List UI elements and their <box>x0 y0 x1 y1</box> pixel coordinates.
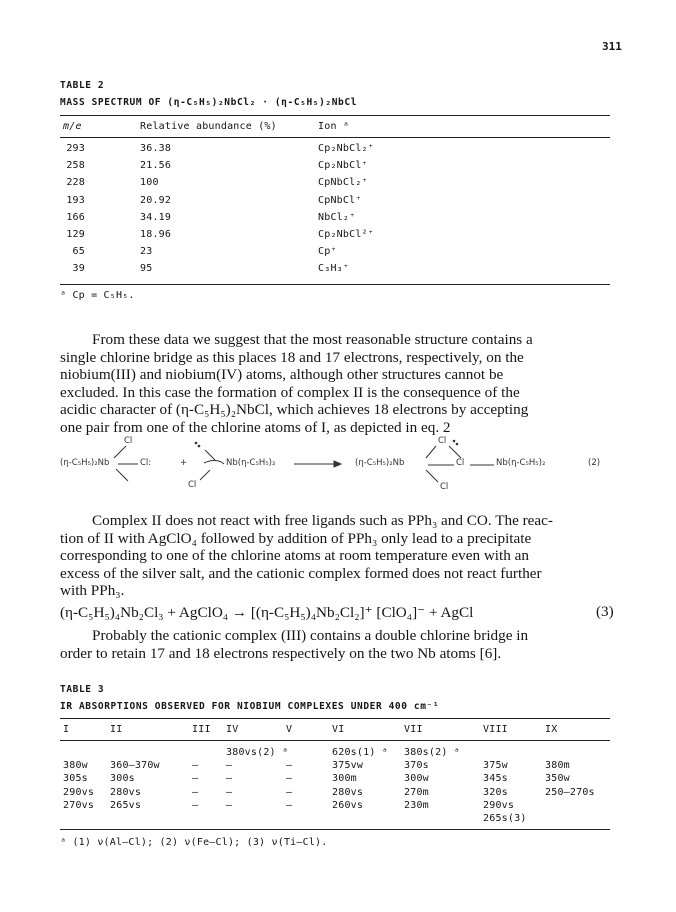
table3-cell: 360—370w <box>110 760 160 772</box>
paragraph-2-line: tion of II with AgClO₄ followed by addition of PPh₃ only lead to a precipitate <box>60 529 532 547</box>
table3-cell: 265vs <box>110 799 142 811</box>
table2-header-rule <box>60 137 610 138</box>
eq2-cl-bottom2: Cl <box>188 480 197 490</box>
table3-cell: 290vs <box>483 799 515 811</box>
table2-header-ion: Ion ᵃ <box>318 121 350 132</box>
table3-header-rule <box>60 740 610 741</box>
table3-cell: 300s <box>110 773 135 785</box>
table3-bottom-rule <box>60 829 610 830</box>
paragraph-1 <box>60 331 533 437</box>
table2-cell-ion: NbCl₂⁺ <box>318 211 356 223</box>
paragraph-3 <box>60 627 528 662</box>
table2-cell-me: 65 <box>72 246 85 258</box>
eq2-plus: + <box>180 458 188 468</box>
table3-cell: 270vs <box>63 799 95 811</box>
table3-cell: — <box>192 786 199 798</box>
table3-cell: 320s <box>483 786 508 798</box>
table3-top-rule <box>60 718 610 719</box>
table3-cell: 620s(1) ᵃ <box>332 747 388 758</box>
eq2-cl-top1: Cl <box>124 436 133 446</box>
paragraph-2-line: excess of the silver salt, and the cationic complex formed does not react further <box>60 564 542 582</box>
table2-top-rule <box>60 115 610 116</box>
eq2-cl-bottom3: Cl <box>440 482 449 492</box>
table3-header-col: II <box>110 724 123 735</box>
table3-cell: — <box>226 786 233 798</box>
table3-header-col: III <box>192 724 211 735</box>
table3-header-col: VII <box>404 724 423 735</box>
paragraph-2-line: corresponding to one of the chlorine atoms at room temperature even with an <box>60 547 529 565</box>
table3-cell: 380s(2) ᵃ <box>404 747 460 758</box>
table2-cell-ab: 23 <box>140 246 153 258</box>
table3-cell: 380vs(2) ᵃ <box>226 747 289 758</box>
table3-footnote: ᵃ (1) ν(Al—Cl); (2) ν(Fe—Cl); (3) ν(Ti—Cl). <box>60 837 328 848</box>
eq2-cl-right1: Cl: <box>140 458 152 468</box>
table3-cell: 250—270s <box>545 786 595 798</box>
table3-cell: — <box>286 760 293 772</box>
table3-cell: 280vs <box>332 786 364 798</box>
table2-cell-ion: Cp₂NbCl²⁺ <box>318 229 374 240</box>
table2-cell-me: 166 <box>66 211 85 223</box>
table3-header-col: V <box>286 724 293 735</box>
equation-3: (η-C₅H₅)₄Nb₂Cl₃ + AgClO₄ → [(η-C₅H₅)₄Nb₂Cl₂]⁺ [ClO₄]⁻ + AgCl <box>60 604 474 621</box>
table2-cell-ab: 95 <box>140 263 153 275</box>
table3-cell: 370s <box>404 760 429 772</box>
paragraph-3-line: order to retain 17 and 18 electrons respectively on the two Nb atoms [6]. <box>60 644 502 662</box>
table2-cell-me: 193 <box>66 194 85 206</box>
table3-cell: 345s <box>483 773 508 785</box>
paragraph-1-line: single chlorine bridge as this places 18 and 17 electrons, respectively, on the <box>60 348 524 366</box>
table3-cell: 375vw <box>332 760 364 772</box>
equation-3-number: (3) <box>596 603 614 620</box>
table2-cell-ab: 34.19 <box>140 211 172 223</box>
table3-cell: — <box>286 799 293 811</box>
table3-cell: — <box>286 773 293 785</box>
table2-cell-me: 258 <box>66 160 85 172</box>
table2-cell-ab: 100 <box>140 177 159 189</box>
paragraph-2-line: Complex II does not react with free ligands such as PPh₃ and CO. The reac- <box>92 512 553 529</box>
table2-header-abundance: Relative abundance (%) <box>140 121 277 132</box>
table3-cell: 300w <box>404 773 429 785</box>
table2-cell-ion: CpNbCl₂⁺ <box>318 177 368 189</box>
paragraph-2-line: with PPh₃. <box>60 582 125 600</box>
table3-header-col: IV <box>226 724 239 735</box>
equation-2 <box>60 436 620 498</box>
table2-title: MASS SPECTRUM OF (η-C₅H₅)₂NbCl₂ · (η-C₅H₅)₂NbCl <box>60 97 358 108</box>
table3-cell: 350w <box>545 773 570 785</box>
table3-cell: 380m <box>545 760 570 772</box>
eq2-part1: (η-C₅H₅)₂Nb <box>60 458 110 468</box>
table3-cell: 230m <box>404 799 429 811</box>
table3-cell: — <box>192 799 199 811</box>
paragraph-1-line: acidic character of (η-C₅H₅)₂NbCl, which achieves 18 electrons by accepting <box>60 401 529 419</box>
table3-header-col: IX <box>545 724 558 735</box>
table2-bottom-rule <box>60 284 610 285</box>
table3-cell: 300m <box>332 773 357 785</box>
table3-cell: 305s <box>63 773 88 785</box>
eq2-part2: Nb(η-C₅H₅)₂ <box>226 458 276 468</box>
paragraph-2 <box>60 512 553 600</box>
table3-cell: 270m <box>404 786 429 798</box>
table2-cell-me: 293 <box>66 143 85 154</box>
table3-cell: — <box>286 786 293 798</box>
eq2-cl-mid3: Cl <box>456 458 465 468</box>
table2-cell-ion: Cp₂NbCl₂⁺ <box>318 143 374 154</box>
table2-cell-me: 39 <box>72 263 85 275</box>
paragraph-1-line: niobium(III) and niobium(IV) atoms, although other structures cannot be <box>60 366 504 384</box>
paragraph-1-line: one pair from one of the chlorine atoms of I, as depicted in eq. 2 <box>60 418 451 436</box>
page-number: 311 <box>602 40 622 53</box>
table3-header-col: I <box>63 724 70 735</box>
table3-cell: — <box>192 760 199 772</box>
table2-footnote: ᵃ Cp = C₅H₅. <box>60 290 135 301</box>
table2-cell-ab: 20.92 <box>140 194 172 206</box>
table3-cell: 380w <box>63 760 88 772</box>
eq2-cl-top3: Cl <box>438 436 447 446</box>
table3-cell: — <box>226 799 233 811</box>
table3-label: TABLE 3 <box>60 684 105 695</box>
table3-cell: 260vs <box>332 799 364 811</box>
table2-cell-ion: Cp₂NbCl⁺ <box>318 160 368 172</box>
table3-cell: — <box>226 760 233 772</box>
eq2-part3: (η-C₅H₅)₂Nb <box>355 458 405 468</box>
paragraph-1-line: excluded. In this case the formation of complex II is the consequence of the <box>60 383 520 401</box>
table2-cell-me: 228 <box>66 177 85 189</box>
table2-header-me: m/e <box>63 121 82 132</box>
eq2-number: (2) <box>588 458 601 468</box>
table3-header-col: VI <box>332 724 345 735</box>
table2-cell-ab: 21.56 <box>140 160 172 172</box>
table3-title: IR ABSORPTIONS OBSERVED FOR NIOBIUM COMPLEXES UNDER 400 cm⁻¹ <box>60 701 440 712</box>
table2-label: TABLE 2 <box>60 80 105 91</box>
table2-cell-ion: C₃H₃⁺ <box>318 263 350 275</box>
table3-header-col: VIII <box>483 724 508 735</box>
paragraph-1-line: From these data we suggest that the most reasonable structure contains a <box>92 331 533 348</box>
table2-cell-ab: 18.96 <box>140 229 172 240</box>
eq2-part4: Nb(η-C₅H₅)₂ <box>496 458 546 468</box>
table3-cell: 265s(3) <box>483 813 527 824</box>
paragraph-3-line: Probably the cationic complex (III) contains a double chlorine bridge in <box>92 627 529 644</box>
table2-cell-ion: CpNbCl⁺ <box>318 194 362 206</box>
table2-cell-ab: 36.38 <box>140 143 172 154</box>
table3-cell: — <box>192 773 199 785</box>
table2-cell-me: 129 <box>66 229 85 240</box>
table3-cell: 280vs <box>110 786 142 798</box>
table3-cell: — <box>226 773 233 785</box>
table3-cell: 375w <box>483 760 508 772</box>
table2-cell-ion: Cp⁺ <box>318 246 337 258</box>
table3-cell: 290vs <box>63 786 95 798</box>
